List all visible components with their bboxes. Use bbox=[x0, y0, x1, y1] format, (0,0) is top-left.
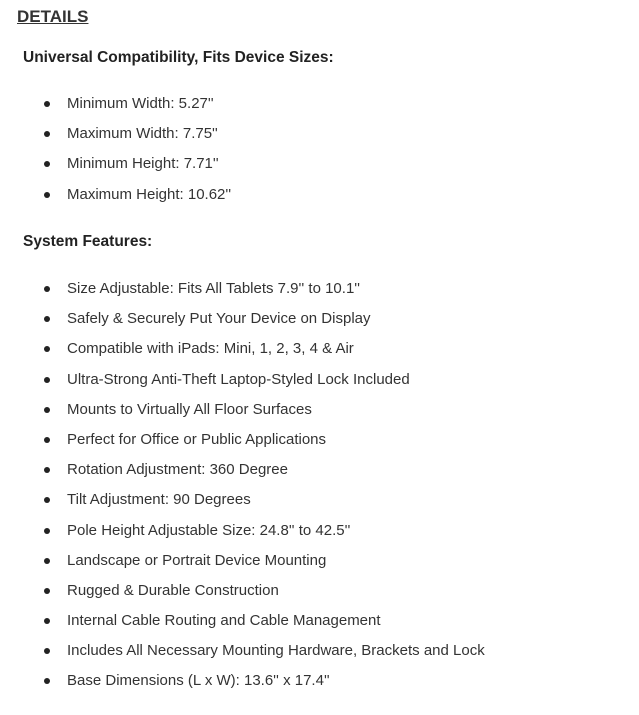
list-item-text: Compatible with iPads: Mini, 1, 2, 3, 4 & Air bbox=[67, 340, 354, 358]
list-item bbox=[0, 581, 485, 611]
bullet-dot-icon bbox=[44, 558, 50, 564]
list-item-text: Ultra-Strong Anti-Theft Laptop-Styled Lock Included bbox=[67, 370, 410, 388]
bullet-dot-icon bbox=[44, 377, 50, 383]
list-item bbox=[0, 671, 485, 701]
bullet-dot-icon bbox=[44, 648, 50, 654]
list-item bbox=[0, 521, 485, 551]
list-item bbox=[0, 430, 485, 460]
list-item-text: Maximum Height: 10.62'' bbox=[67, 185, 232, 203]
list-item-text: Perfect for Office or Public Applications bbox=[67, 430, 327, 448]
bullet-dot-icon bbox=[44, 346, 50, 352]
list-item-text: Maximum Width: 7.75'' bbox=[67, 125, 218, 143]
bullet-dot-icon bbox=[44, 161, 50, 167]
list-item-text: Rotation Adjustment: 360 Degree bbox=[67, 461, 288, 479]
list-item-text: Safely & Securely Put Your Device on Display bbox=[67, 310, 371, 328]
list-item bbox=[0, 185, 231, 215]
list-item-text: Landscape or Portrait Device Mounting bbox=[67, 551, 327, 569]
bullet-dot-icon bbox=[44, 437, 50, 443]
features-heading: System Features: bbox=[23, 233, 153, 250]
list-item-text: Minimum Width: 5.27'' bbox=[67, 95, 214, 112]
list-item bbox=[0, 370, 485, 400]
bullet-dot-icon bbox=[44, 678, 50, 684]
compatibility-heading: Universal Compatibility, Fits Device Sizes: bbox=[23, 49, 334, 66]
bullet-dot-icon bbox=[44, 467, 50, 473]
list-item bbox=[0, 94, 231, 124]
bullet-dot-icon bbox=[44, 528, 50, 534]
list-item bbox=[0, 460, 485, 490]
list-item-text: Includes All Necessary Mounting Hardware, Brackets and Lock bbox=[67, 642, 485, 660]
list-item-text: Tilt Adjustment: 90 Degrees bbox=[67, 491, 251, 509]
list-item bbox=[0, 611, 485, 641]
list-item bbox=[0, 339, 485, 369]
list-item bbox=[0, 490, 485, 520]
bullet-dot-icon bbox=[44, 497, 50, 503]
list-item-text: Pole Height Adjustable Size: 24.8'' to 42.5'' bbox=[67, 521, 351, 539]
list-item bbox=[0, 279, 485, 309]
bullet-dot-icon bbox=[44, 192, 50, 198]
list-item-text: Internal Cable Routing and Cable Management bbox=[67, 612, 381, 630]
bullet-dot-icon bbox=[44, 618, 50, 624]
list-item bbox=[0, 124, 231, 154]
bullet-dot-icon bbox=[44, 316, 50, 322]
bullet-dot-icon bbox=[44, 588, 50, 594]
list-item bbox=[0, 551, 485, 581]
list-item-text: Mounts to Virtually All Floor Surfaces bbox=[67, 400, 312, 418]
list-item bbox=[0, 309, 485, 339]
list-item bbox=[0, 400, 485, 430]
bullet-dot-icon bbox=[44, 286, 50, 292]
bullet-dot-icon bbox=[44, 407, 50, 413]
list-item-text: Minimum Height: 7.71'' bbox=[67, 155, 219, 173]
bullet-dot-icon bbox=[44, 131, 50, 137]
list-item-text: Size Adjustable: Fits All Tablets 7.9'' to 10.1'' bbox=[67, 280, 361, 297]
list-item bbox=[0, 641, 485, 671]
list-item-text: Rugged & Durable Construction bbox=[67, 581, 279, 599]
bullet-dot-icon bbox=[44, 101, 50, 107]
list-item-text: Base Dimensions (L x W): 13.6'' x 17.4'' bbox=[67, 672, 330, 690]
list-item bbox=[0, 154, 231, 184]
details-heading: DETAILS bbox=[17, 7, 89, 26]
compatibility-list bbox=[0, 94, 231, 215]
features-list bbox=[0, 279, 485, 702]
